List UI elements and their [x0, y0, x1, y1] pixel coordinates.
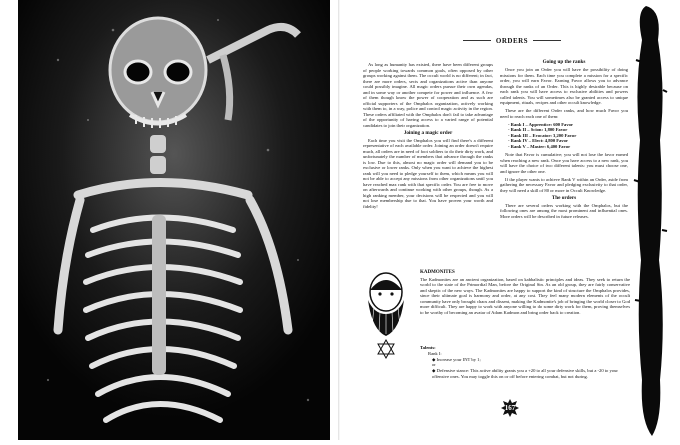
talents-heading: Talents:: [420, 345, 436, 350]
right-page: [340, 0, 680, 440]
ink-brush-stroke: [632, 0, 668, 440]
ranks-list: [508, 122, 628, 150]
rank-item: - Rank I – Apprentice: 600 Favor: [508, 121, 573, 127]
text-column-right: [500, 58, 628, 222]
page-number-badge: [500, 398, 520, 418]
talent-rank-label: Rank I:: [428, 350, 442, 356]
rank-item: - Rank III – Evocator: 3,200 Favor: [508, 132, 577, 138]
kadmonites-title: KADMONITES: [420, 270, 455, 275]
joining-paragraph: Each time you visit the Omphalos you will find there's a different representative of each available order. Joining an order doesn't require much, all orders are in need of foot soldiers to do their dirty work, and unfortunately the number of members that advance through the ranks is low. Due to this, almost no magic order will demand you to be exclusive or lower ranks. Only when you want to achieve the highest rank will you need to pledge yourself to them, which means you will not be able to accept any missions from other organizations until you have reached max rank with that specific order. You are free to move on afterwards and continue working with other groups, though. As a high ranking member, your decisions will be respected and you will not lose membership due to that. You have proven your worth and fidelity!: [363, 137, 493, 209]
page-number: 167: [504, 404, 516, 412]
rank-item: - Rank II – Scion: 1,800 Favor: [508, 127, 568, 132]
heading-the-orders: The orders: [551, 194, 577, 201]
header-ornament-left: [463, 40, 491, 41]
talent-option-2: ◆ Defensive stance: This active ability grants you a +20 to all your defensive skills, but a -20 to your offensive ones. You may toggle this on or off before entering combat, but not during.: [432, 368, 618, 379]
favor-note-paragraph: Note that Favor is cumulative; you will not lose the favor earned when reaching a new rank. Once you have access to a new rank, you will have the choice of two different talents: you must choose one, and ignore the other one.: [500, 152, 628, 174]
ranks-list-intro: These are the different Order ranks, and how much Favor you need to reach each one of them:: [500, 108, 628, 119]
talent-option-1: ◆ Increase your INT by 1;: [432, 356, 481, 362]
heading-joining-order: Joining a magic order: [403, 129, 453, 136]
ranks-intro-paragraph: Once you join an Order you will have the possibility of doing missions for them. Each time you complete a mission for a specific order, you will earn Favor. Earning Favor allows you to advance through the ranks of an Order. This is highly desirable because on each rank you will have access to exclusive abilities and powers called talents. You will sometimes also be granted access to unique equipment, rituals, recipes and other occult knowledge.: [500, 67, 628, 105]
skeleton-illustration: [18, 0, 330, 440]
rank-item: - Rank V – Master: 6,400 Favor: [508, 143, 571, 149]
intro-paragraph: As long as humanity has existed, there have been different groups of people working towards common goals, often opposed by other groups working against them. The occult world is no different; in fact, there are more orders, sects and organizations active than anyone could possibly imagine. All magic orders pursue their own agendas, and in some way or another compete for power and influence. A few of them though know the power of cooperation and as such are official supporters of the Omphalos organization, actively working with them to, in a way, police and control magic activity in the region. These orders affiliated with the Omphalos don't fail to take advantage of the opportunity of having access to a varied range of potential candidates to join their organization.: [363, 62, 493, 128]
chapter-header: [467, 34, 557, 48]
rank-v-paragraph: If the player wants to achieve Rank V within an Order, aside from gathering the necessary Favor and pledging exclusivity to that order, they will need a skill of 80 or more in Occult Knowledge.: [500, 176, 628, 193]
kadmonites-section: [420, 270, 630, 315]
orders-paragraph: There are several orders working with the Omphalos, but the following ones are among the most prominent and influential ones. More orders will be described in future releases.: [500, 202, 628, 219]
heading-going-up-ranks: Going up the ranks: [542, 59, 586, 65]
talents-section: [420, 345, 630, 380]
chapter-title: ORDERS: [495, 37, 529, 45]
text-column-left: [363, 62, 493, 212]
talent-or-separator: or: [432, 362, 436, 368]
header-ornament-right: [533, 40, 561, 41]
left-page: [0, 0, 340, 440]
rank-item: - Rank IV – Elect: 4,800 Favor: [508, 138, 569, 143]
kadmonites-description: The Kadmonites are an ancient organization, based on kabbalistic principles and ideas. They seek to return the world to the state of the Primordial Man, before the Original Sin. As an old group, they are fairly conservative and skeptic of the new ways. The Kadmonites are happy to support the kind of structure the Omphalos provides, since their ultimate goal is harmony and order, at any cost. They feel many modern elements of the occult community have only brought chaos and dissent, making the Kadmonite's job of bringing the world closer to God more difficult. They are happy to work with anyone willing to do some dirty work for them, proving themselves to be worthy of becoming an avatar of Adam Kadmon and bring order back to creation.: [420, 276, 630, 315]
kadmonite-portrait: [358, 270, 416, 360]
